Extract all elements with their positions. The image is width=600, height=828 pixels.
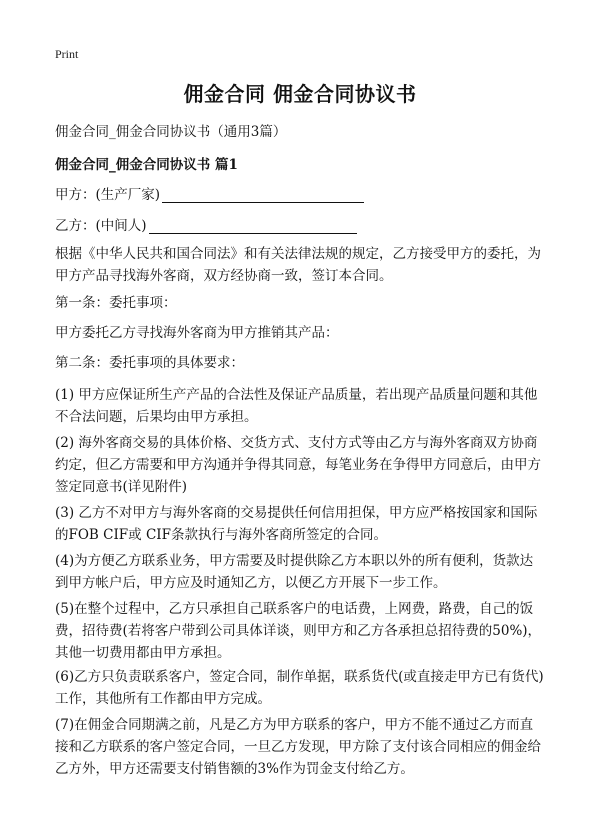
- section-title: 佣金合同_佣金合同协议书 篇1: [55, 157, 238, 173]
- item-1: (1) 甲方应保证所生产产品的合法性及保证产品质量，若出现产品质量问题和其他 不合法问题，后果均由甲方承担。: [55, 387, 538, 425]
- document-subtitle: 佣金合同_佣金合同协议书（通用3篇）: [55, 124, 287, 140]
- intro-paragraph: 根据《中华人民共和国合同法》和有关法律法规的规定，乙方接受甲方的委托，为 甲方产品寻找海外客商，双方经协商一致，签订本合同。: [55, 246, 541, 284]
- item-4: (4)为方便乙方联系业务，甲方需要及时提供除乙方本职以外的所有便利，货款达 到甲方帐户后，甲方应及时通知乙方，以便乙方开展下一步工作。: [55, 553, 534, 591]
- document-title: 佣金合同 佣金合同协议书: [183, 82, 417, 106]
- item-5: (5)在整个过程中，乙方只承担自己联系客户的电话费，上网费，路费，自己的饭 费，招待费(若将客户带到公司具体详谈，则甲方和乙方各承担总招待费的50%)， 其他一切费用都由甲方承担。: [55, 601, 542, 661]
- party-b-label: 乙方：(中间人): [55, 218, 147, 234]
- print-link[interactable]: Print: [55, 47, 79, 61]
- party-a-blank: [162, 188, 364, 203]
- article1-title: 第一条：委托事项：: [55, 295, 177, 311]
- item-7: (7)在佣金合同期满之前，凡是乙方为甲方联系的客户，甲方不能不通过乙方而直 接和乙方联系的客户签定合同，一旦乙方发现，甲方除了支付该合同相应的佣金给 乙方外，甲方还需要支付销售额的3%作为罚金支付给乙方。: [55, 717, 541, 777]
- item-3: (3) 乙方不对甲方与海外客商的交易提供任何信用担保，甲方应严格按国家和国际 的FOB CIF或 CIF条款执行与海外客商所签定的合同。: [55, 505, 538, 543]
- item-2: (2) 海外客商交易的具体价格、交货方式、支付方式等由乙方与海外客商双方协商 约定，但乙方需要和甲方沟通并争得其同意，每笔业务在争得甲方同意后，由甲方 签定同意书(详见附件): [55, 435, 541, 495]
- party-a-field: [55, 183, 364, 203]
- party-b-field: [55, 214, 357, 234]
- item-6: (6)乙方只负责联系客户，签定合同，制作单据，联系货代(或直接走甲方已有货代) 工作，其他所有工作都由甲方完成。: [55, 669, 544, 707]
- party-a-label: 甲方：(生产厂家): [55, 187, 161, 203]
- article2-title: 第二条：委托事项的具体要求：: [55, 355, 244, 371]
- party-b-blank: [149, 219, 357, 234]
- article1-body: 甲方委托乙方寻找海外客商为甲方推销其产品：: [55, 325, 339, 341]
